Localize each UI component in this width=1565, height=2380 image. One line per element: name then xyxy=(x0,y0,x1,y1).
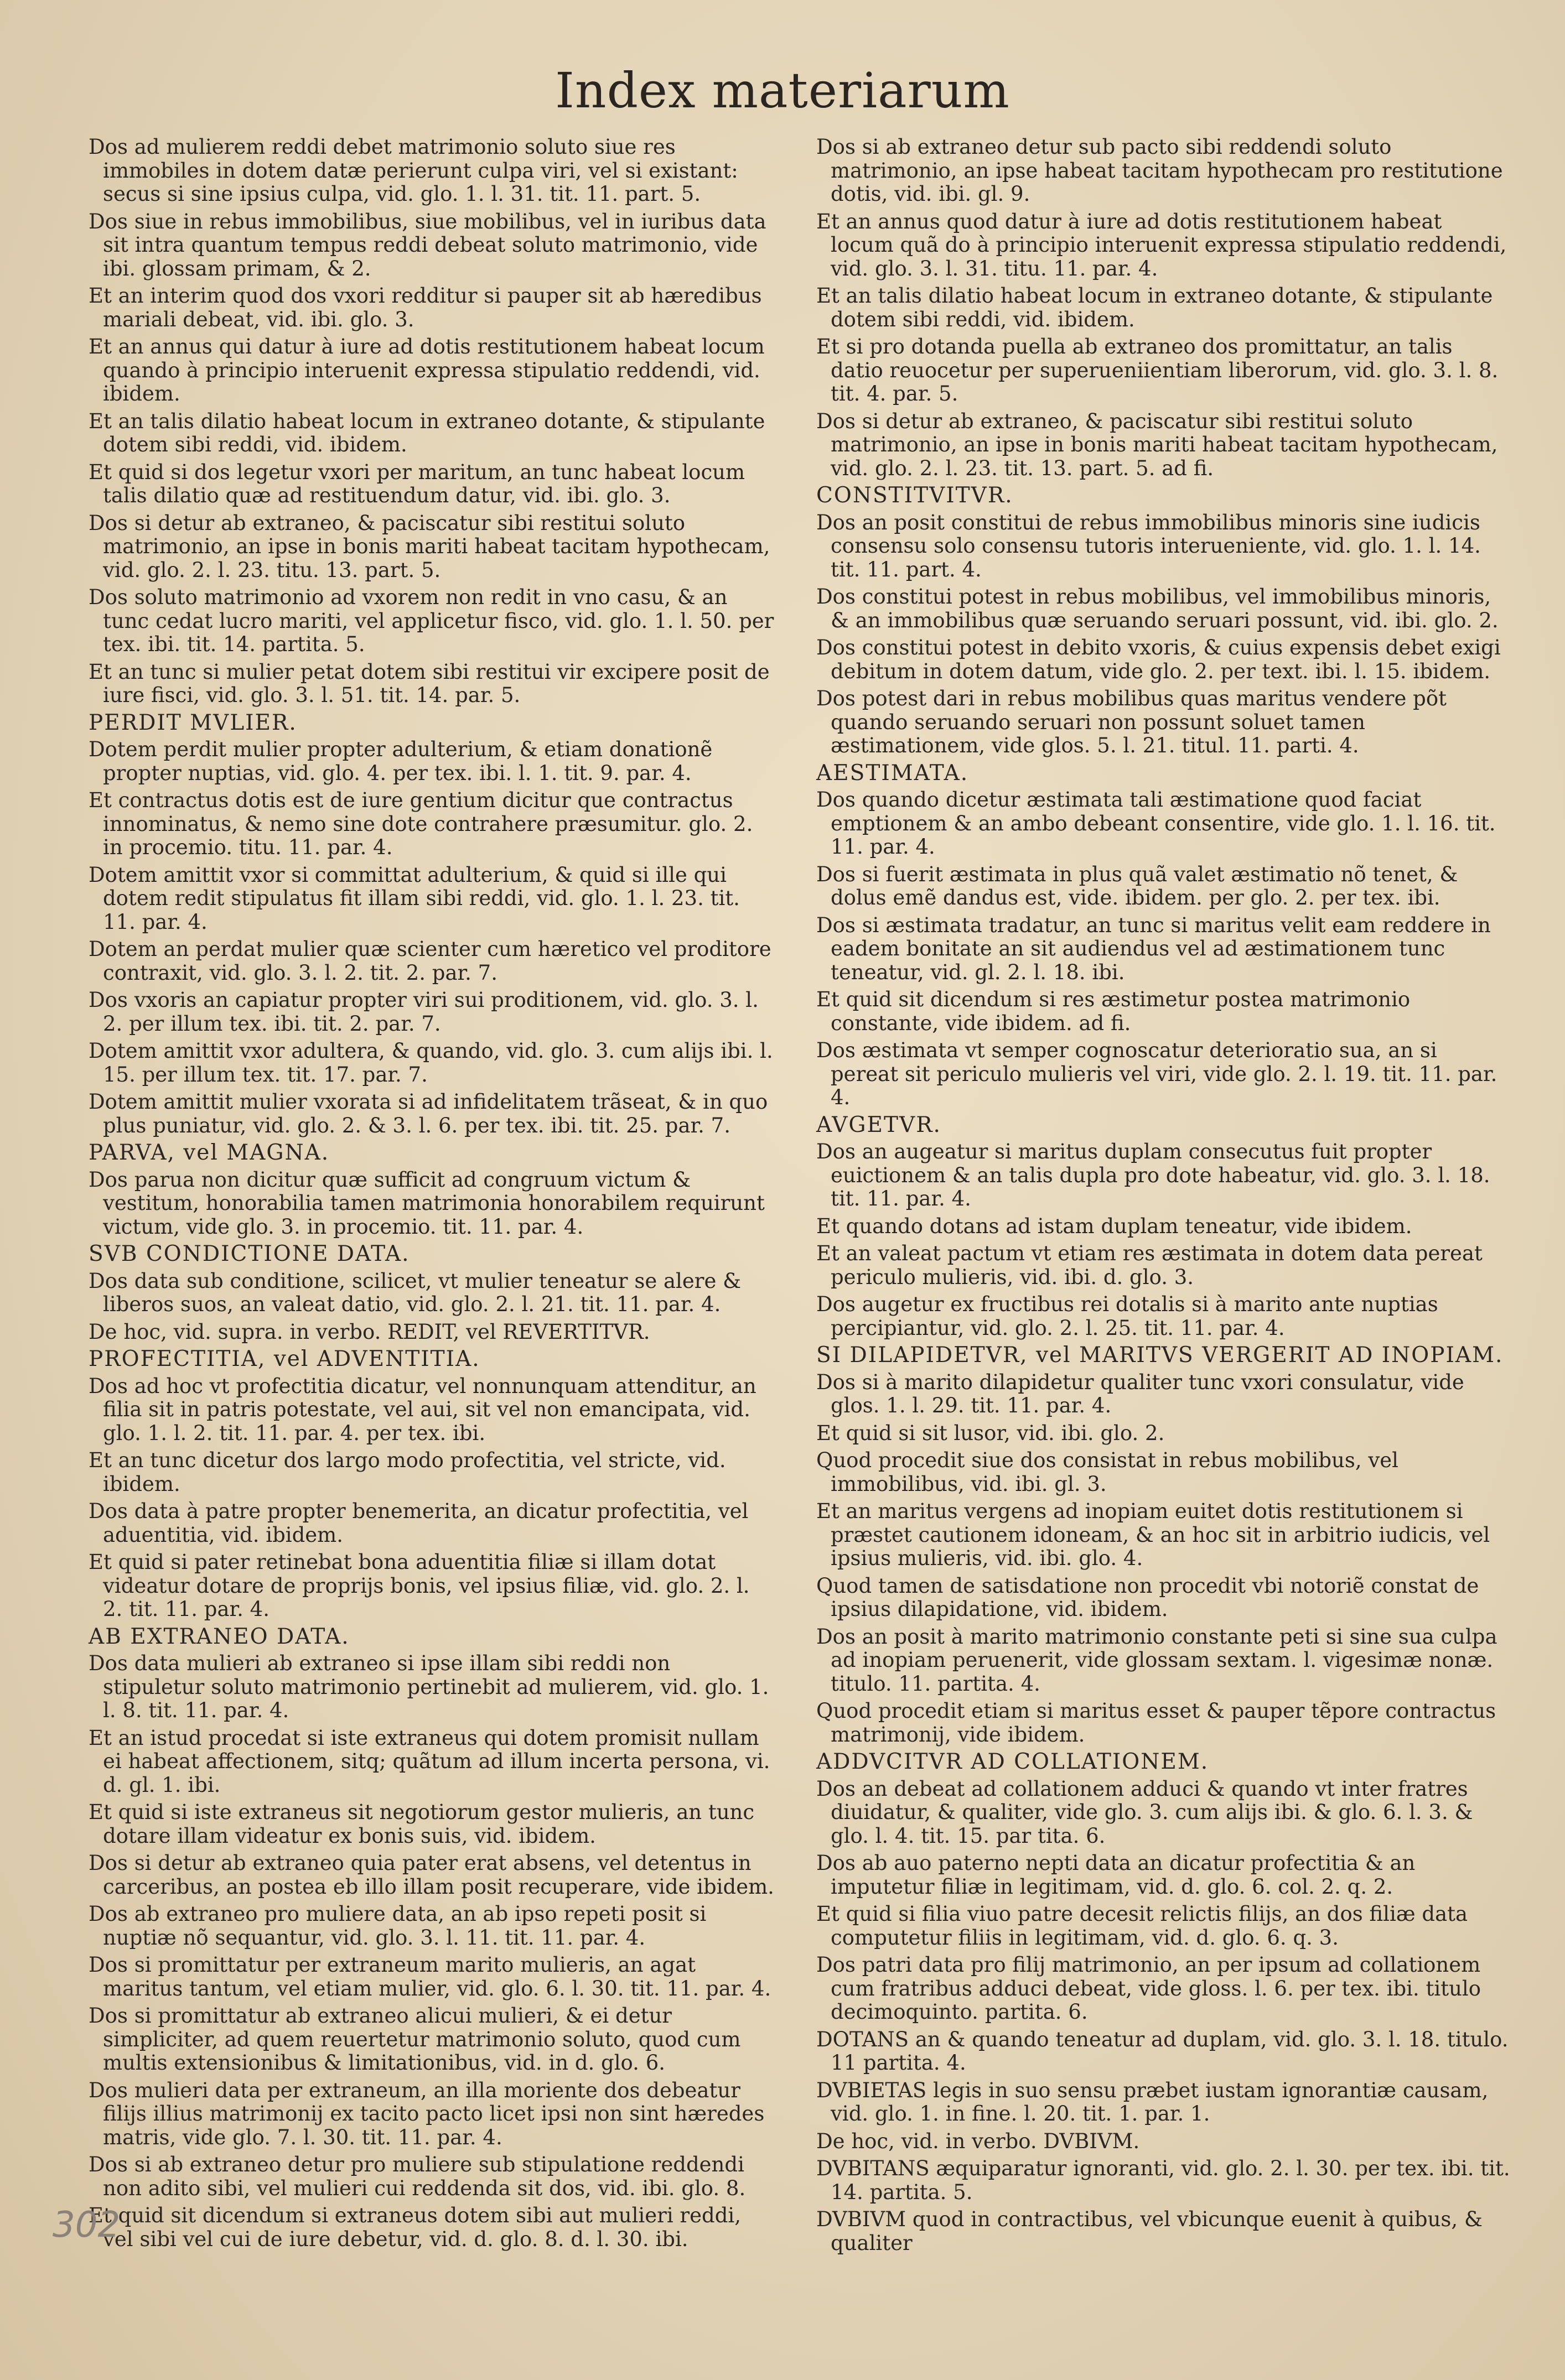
index-entry: Dos data mulieri ab extraneo si ipse illam sibi reddi non stipuletur soluto matrimonio pertinebit ad mulierem, vid. glo. 1. l. 8. tit. 11. par. 4. xyxy=(89,1651,769,1722)
index-heading: AESTIMATA. xyxy=(816,760,969,786)
index-entry: Dos an posit à marito matrimonio constante peti si sine sua culpa ad inopiam peruenerit, vide glossam sextam. l. vigesimæ nonæ. titulo. 11. partita. 4. xyxy=(816,1624,1497,1696)
page-title: Index materiarum xyxy=(555,62,1010,119)
index-entry: Dos æstimata vt semper cognoscatur deterioratio sua, an si pereat sit periculo mulieris vel viri, vide glo. 2. l. 19. tit. 11. par. 4. xyxy=(816,1038,1497,1109)
index-entry: Et contractus dotis est de iure gentium dicitur que contractus innominatus, & nemo sine dote contrahere præsumitur. glo. 2. in procemio. titu. 11. par. 4. xyxy=(89,788,753,859)
index-heading: PARVA, vel MAGNA. xyxy=(89,1140,330,1165)
index-entry: Dos ad mulierem reddi debet matrimonio soluto siue res immobiles in dotem datæ perierunt culpa viri, vel si existant: secus si sine ipsius culpa, vid. glo. 1. l. 31. tit. 11. part. 5. xyxy=(89,135,738,206)
index-entry: Dos si à marito dilapidetur qualiter tunc vxori consulatur, vide glos. 1. l. 29. tit. 11. par. 4. xyxy=(816,1370,1464,1417)
index-entry: Dos quando dicetur æstimata tali æstimatione quod faciat emptionem & an ambo debeant consentire, vide glo. 1. l. 16. tit. 11. par. 4. xyxy=(816,788,1496,859)
index-entry: Dos si promittatur ab extraneo alicui mulieri, & ei detur simpliciter, ad quem reuertetur matrimonio soluto, quod cum multis extensionibus & limitationibus, vid. in d. glo. 6. xyxy=(89,2004,741,2075)
index-entry: Et an tunc si mulier petat dotem sibi restitui vir excipere posit de iure fisci, vid. glo. 3. l. 51. tit. 14. par. 5. xyxy=(89,659,770,707)
index-entry: Et quid sit dicendum si extraneus dotem sibi aut mulieri reddi, vel sibi vel cui de iure debetur, vid. d. glo. 8. d. l. 30. ibi. xyxy=(89,2204,741,2251)
index-entry: De hoc, vid. supra. in verbo. REDIT, vel REVERTITVR. xyxy=(89,1319,650,1344)
index-entry: Dos constitui potest in debito vxoris, & cuius expensis debet exigi debitum in dotem datum, vide glo. 2. per text. ibi. l. 15. ibidem. xyxy=(816,636,1501,683)
index-entry: Dotem an perdat mulier quæ scienter cum hæretico vel proditore contraxit, vid. glo. 3. l. 2. tit. 2. par. 7. xyxy=(89,937,771,985)
index-heading: SVB CONDICTIONE DATA. xyxy=(89,1241,410,1266)
index-entry: Dotem perdit mulier propter adulterium, & etiam donationẽ propter nuptias, vid. glo. 4. per tex. ibi. l. 1. tit. 9. par. 4. xyxy=(89,737,713,785)
index-heading: ADDVCITVR AD COLLATIONEM. xyxy=(816,1749,1209,1774)
index-entry: Dos si detur ab extraneo quia pater erat absens, vel detentus in carceribus, an postea eb illo illam posit recuperare, vide ibidem. xyxy=(89,1851,774,1899)
index-entry: Et quid si iste extraneus sit negotiorum gestor mulieris, an tunc dotare illam videatur ex bonis suis, vid. ibidem. xyxy=(89,1800,755,1848)
index-entry: Dos siue in rebus immobilibus, siue mobilibus, vel in iuribus data sit intra quantum tempus reddi debeat soluto matrimonio, vide ibi. glossam primam, & 2. xyxy=(89,209,766,280)
left-column xyxy=(89,136,775,2255)
index-entry: Dos patri data pro filij matrimonio, an per ipsum ad collationem cum fratribus adduci debeat, vide gloss. l. 6. per tex. ibi. titulo decimoquinto. partita. 6. xyxy=(816,1953,1481,2024)
index-entry: DVBITANS æquiparatur ignoranti, vid. glo. 2. l. 30. per tex. ibi. tit. 14. partita. 5. xyxy=(816,2156,1510,2204)
index-entry: Et si pro dotanda puella ab extraneo dos promittatur, an talis datio reuocetur per superueniientiam liberorum, vid. glo. 3. l. 8. tit. 4. par. 5. xyxy=(816,335,1499,406)
index-entry: Et an talis dilatio habeat locum in extraneo dotante, & stipulante dotem sibi reddi, vid. ibidem. xyxy=(816,284,1493,331)
index-entry: Dos augetur ex fructibus rei dotalis si à marito ante nuptias percipiantur, vid. glo. 2. l. 25. tit. 11. par. 4. xyxy=(816,1292,1438,1340)
index-entry: Dos si promittatur per extraneum marito mulieris, an agat maritus tantum, vel etiam mulier, vid. glo. 6. l. 30. tit. 11. par. 4. xyxy=(89,1953,771,2000)
index-entry: Dos constitui potest in rebus mobilibus, vel immobilibus minoris, & an immobilibus quæ seruando seruari possunt, vid. ibi. glo. 2. xyxy=(816,585,1499,632)
index-entry: Dos an augeatur si maritus duplam consecutus fuit propter euictionem & an talis dupla pro dote habeatur, vid. glo. 3. l. 18. tit. 11. par. 4. xyxy=(816,1140,1490,1210)
index-entry: Dos soluto matrimonio ad vxorem non redit in vno casu, & an tunc cedat lucro mariti, vel applicetur fisco, vid. glo. 1. l. 50. per tex. ibi. tit. 14. partita. 5. xyxy=(89,585,774,656)
index-entry: Dos an debeat ad collationem adduci & quando vt inter fratres diuidatur, & qualiter, vide glo. 3. cum alijs ibi. & glo. 6. l. 3. & glo. l. 4. tit. 15. par tita. 6. xyxy=(816,1776,1473,1848)
index-entry: Dos si ab extraneo detur sub pacto sibi reddendi soluto matrimonio, an ipse habeat tacitam hypothecam pro restitutione dotis, vid. ibi. gl. 9. xyxy=(816,135,1503,206)
index-entry: Dos si detur ab extraneo, & paciscatur sibi restitui soluto matrimonio, an ipse in bonis mariti habeat tacitam hypothecam, vid. glo. 2. l. 23. tit. 13. part. 5. ad fi. xyxy=(816,409,1498,480)
index-heading: PROFECTITIA, vel ADVENTITIA. xyxy=(89,1347,480,1371)
index-entry: Dos ad hoc vt profectitia dicatur, vel nonnunquam attenditur, an filia sit in patris potestate, vel aui, sit vel non emancipata, vid. glo. 1. l. 2. tit. 11. par. 4. per tex. ibi. xyxy=(89,1374,756,1445)
index-entry: Et an valeat pactum vt etiam res æstimata in dotem data pereat periculo mulieris, vid. ibi. d. glo. 3. xyxy=(816,1241,1483,1289)
index-entry: Et an tunc dicetur dos largo modo profectitia, vel stricte, vid. ibidem. xyxy=(89,1448,726,1496)
index-entry: Quod procedit etiam si maritus esset & pauper tẽpore contractus matrimonij, vide ibidem. xyxy=(816,1699,1496,1747)
index-entry: Et an istud procedat si iste extraneus qui dotem promisit nullam ei habeat affectionem, sitq; quãtum ad illum incerta persona, vi. d. gl. 1. ibi. xyxy=(89,1726,770,1797)
index-entry: De hoc, vid. in verbo. DVBIVM. xyxy=(816,2129,1140,2153)
index-heading: AB EXTRANEO DATA. xyxy=(89,1624,350,1649)
index-entry: Dos parua non dicitur quæ sufficit ad congruum victum & vestitum, honorabilia tamen matrimonia honorabilem requirunt victum, vide glo. 3. in procemio. tit. 11. par. 4. xyxy=(89,1167,765,1239)
index-heading: AVGETVR. xyxy=(816,1112,941,1137)
index-entry: Et an maritus vergens ad inopiam euitet dotis restitutionem si præstet cautionem idoneam, & an hoc sit in arbitrio iudicis, vel ipsius mulieris, vid. ibi. glo. 4. xyxy=(816,1499,1490,1570)
right-column xyxy=(816,136,1511,2259)
index-entry: Et quid si pater retinebat bona aduentitia filiæ si illam dotat videatur dotare de proprijs bonis, vel ipsius filiæ, vid. glo. 2. l. 2. tit. 11. par. 4. xyxy=(89,1550,750,1621)
index-entry: Et quid si filia viuo patre decesit relictis filijs, an dos filiæ data computetur filiis in legitimam, vid. d. glo. 6. q. 3. xyxy=(816,1902,1468,1950)
index-entry: Dos data sub conditione, scilicet, vt mulier teneatur se alere & liberos suos, an valeat datio, vid. glo. 2. l. 21. tit. 11. par. 4. xyxy=(89,1269,742,1316)
index-entry: Et quid sit dicendum si res æstimetur postea matrimonio constante, vide ibidem. ad fi. xyxy=(816,988,1411,1035)
index-entry: Dos data à patre propter benemerita, an dicatur profectitia, vel aduentitia, vid. ibidem. xyxy=(89,1499,749,1547)
index-entry: Dos si æstimata tradatur, an tunc si maritus velit eam reddere in eadem bonitate an sit audiendus vel ad æstimationem tunc teneatur, vid. gl. 2. l. 18. ibi. xyxy=(816,913,1491,984)
index-heading: PERDIT MVLIER. xyxy=(89,710,297,735)
index-entry: Dos potest dari in rebus mobilibus quas maritus vendere põt quando seruando seruari non possunt soluet tamen æstimationem, vide glos. 5. l. 21. titul. 11. parti. 4. xyxy=(816,687,1447,757)
index-entry: Dos mulieri data per extraneum, an illa moriente dos debeatur filijs illius matrimonij ex tacito pacto licet ipsi non sint hæredes matris, vide glo. 7. l. 30. tit. 11. par. 4. xyxy=(89,2078,765,2149)
index-entry: Dos si fuerit æstimata in plus quã valet æstimatio nõ tenet, & dolus emẽ dandus est, vide. ibidem. per glo. 2. per tex. ibi. xyxy=(816,862,1458,910)
index-entry: Et an talis dilatio habeat locum in extraneo dotante, & stipulante dotem sibi reddi, vid. ibidem. xyxy=(89,409,765,456)
index-entry: DVBIETAS legis in suo sensu præbet iustam ignorantiæ causam, vid. glo. 1. in fine. l. 20. tit. 1. par. 1. xyxy=(816,2078,1489,2126)
index-entry: Dos si ab extraneo detur pro muliere sub stipulatione reddendi non adito sibi, vel mulieri cui reddenda sit dos, vid. ibi. glo. 8. xyxy=(89,2153,746,2200)
index-entry: Dotem amittit vxor adultera, & quando, vid. glo. 3. cum alijs ibi. l. 15. per illum tex. tit. 17. par. 7. xyxy=(89,1039,773,1087)
index-entry: Et quid si sit lusor, vid. ibi. glo. 2. xyxy=(816,1421,1165,1445)
index-entry: Dos ab auo paterno nepti data an dicatur profectitia & an imputetur filiæ in legitimam, vid. d. glo. 6. col. 2. q. 2. xyxy=(816,1851,1416,1899)
index-entry: Et quid si dos legetur vxori per maritum, an tunc habeat locum talis dilatio quæ ad restituendum datur, vid. ibi. glo. 3. xyxy=(89,460,745,507)
index-entry: Et an annus quod datur à iure ad dotis restitutionem habeat locum quã do à principio interuenit expressa stipulatio reddendi, vid. glo. 3. l. 31. titu. 11. par. 4. xyxy=(816,209,1507,280)
index-entry: Dotem amittit vxor si committat adulterium, & quid si ille qui dotem redit stipulatus fit illam sibi reddi, vid. glo. 1. l. 23. tit. 11. par. 4. xyxy=(89,862,740,934)
index-heading: SI DILAPIDETVR, vel MARITVS VERGERIT AD INOPIAM. xyxy=(816,1343,1504,1368)
index-entry: Dos vxoris an capiatur propter viri sui proditionem, vid. glo. 3. l. 2. per illum tex. ibi. tit. 2. par. 7. xyxy=(89,988,759,1036)
index-entry: Dos ab extraneo pro muliere data, an ab ipso repeti posit si nuptiæ nõ sequantur, vid. glo. 3. l. 11. tit. 11. par. 4. xyxy=(89,1902,707,1950)
index-entry: Quod procedit siue dos consistat in rebus mobilibus, vel immobilibus, vid. ibi. gl. 3. xyxy=(816,1448,1398,1496)
index-entry: Quod tamen de satisdatione non procedit vbi notoriẽ constat de ipsius dilapidatione, vid. ibidem. xyxy=(816,1573,1479,1621)
index-entry: Dos si detur ab extraneo, & paciscatur sibi restitui soluto matrimonio, an ipse in bonis mariti habeat tacitam hypothecam, vid. glo. 2. l. 23. titu. 13. part. 5. xyxy=(89,511,770,582)
index-entry: DVBIVM quod in contractibus, vel vbicunque euenit à quibus, & qualiter xyxy=(816,2207,1483,2255)
index-entry: Et an interim quod dos vxori redditur si pauper sit ab hæredibus mariali debeat, vid. ibi. glo. 3. xyxy=(89,284,762,331)
index-entry: Et an annus qui datur à iure ad dotis restitutionem habeat locum quando à principio interuenit expressa stipulatio reddendi, vid. ibidem. xyxy=(89,335,765,406)
index-entry: Et quando dotans ad istam duplam teneatur, vide ibidem. xyxy=(816,1214,1412,1238)
index-heading: CONSTITVITVR. xyxy=(816,483,1013,508)
handwritten-page-number: 302 xyxy=(53,2205,121,2246)
index-entry: Dos an posit constitui de rebus immobilibus minoris sine iudicis consensu solo consensu tutoris interueniente, vid. glo. 1. l. 14. tit. 11. part. 4. xyxy=(816,510,1481,581)
index-entry: DOTANS an & quando teneatur ad duplam, vid. glo. 3. l. 18. titulo. 11 partita. 4. xyxy=(816,2027,1509,2075)
index-entry: Dotem amittit mulier vxorata si ad infidelitatem trãseat, & in quo plus puniatur, vid. glo. 2. & 3. l. 6. per tex. ibi. tit. 25. par. 7. xyxy=(89,1090,768,1137)
